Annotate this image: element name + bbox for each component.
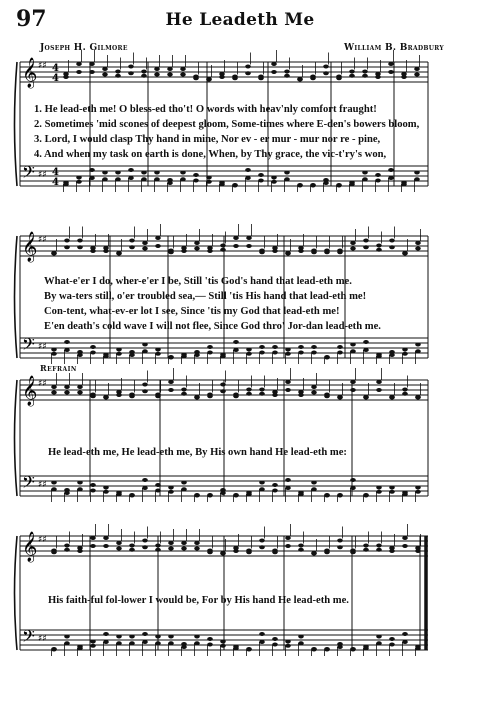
bass-clef-icon: 𝄢 — [22, 472, 35, 496]
lyric-line: 3. Lord, I would clasp Thy hand in mine, Nor ev - er mur - mur nor re - pine, — [34, 134, 381, 145]
sharp-icon: ♯♯ — [38, 61, 47, 71]
refrain-lyrics-1 — [48, 445, 448, 460]
lyricist-credit: Joseph H. Gilmore — [40, 43, 128, 53]
lyric-line: His faith-ful fol-lower I would be, For by His hand He lead-eth me. — [48, 595, 349, 606]
bass-clef-icon: 𝄢 — [22, 626, 35, 650]
treble-clef-icon: 𝄞 — [22, 232, 38, 262]
composer-credit: William B. Bradbury — [343, 43, 444, 53]
time-signature: 4 — [52, 73, 59, 84]
system-brace — [15, 536, 18, 650]
refrain-label: Refrain — [40, 363, 77, 373]
treble-clef-icon: 𝄞 — [22, 532, 38, 562]
lyric-line: What-e'er I do, wher-e'er I be, Still 'tis God's hand that lead-eth me. — [44, 276, 352, 287]
sharp-icon: ♯♯ — [38, 170, 47, 180]
sharp-icon: ♯♯ — [38, 379, 47, 389]
lyric-line: 1. He lead-eth me! O bless-ed tho't! O words with heav'nly comfort fraught! — [34, 104, 377, 115]
lyric-line: E'en death's cold wave I will not flee, Since God thro' Jor-dan lead-eth me. — [44, 321, 381, 332]
treble-clef-icon: 𝄞 — [22, 376, 38, 406]
lyric-line: 2. Sometimes 'mid scones of deepest gloom, Some-times where E-den's bowers bloom, — [34, 119, 420, 130]
treble-clef-icon: 𝄞 — [22, 58, 38, 88]
verse-lyrics-block-1 — [34, 102, 434, 162]
lyric-line: By wa-ters still, o'er troubled sea,— Still 'tis His hand that lead-eth me! — [44, 291, 367, 302]
note-heads — [51, 368, 421, 502]
bass-clef-icon: 𝄢 — [22, 162, 35, 186]
lyric-line: 4. And when my task on earth is done, When, by Thy grace, the vic-t'ry's won, — [34, 149, 387, 160]
sharp-icon: ♯♯ — [38, 480, 47, 490]
time-signature: 4 — [52, 63, 59, 74]
sharp-icon: ♯♯ — [38, 634, 47, 644]
note-heads — [51, 524, 421, 656]
system-brace — [15, 62, 18, 186]
system-brace — [15, 380, 18, 496]
sharp-icon: ♯♯ — [38, 235, 47, 245]
time-signature: 4 — [52, 177, 59, 188]
lyric-line: He lead-eth me, He lead-eth me, By His own hand He lead-eth me: — [48, 447, 347, 458]
hymn-title: He Leadeth Me — [165, 10, 315, 30]
verse-lyrics-block-2 — [44, 274, 444, 334]
hymn-number: 97 — [16, 6, 47, 32]
bass-clef-icon: 𝄢 — [22, 334, 35, 358]
lyric-line: Con-tent, what-ev-er lot I see, Since 'tis my God that lead-eth me! — [44, 306, 340, 317]
sharp-icon: ♯♯ — [38, 535, 47, 545]
refrain-lyrics-2 — [48, 593, 448, 608]
system-brace — [15, 236, 18, 358]
time-signature: 4 — [52, 167, 59, 178]
sharp-icon: ♯♯ — [38, 342, 47, 352]
